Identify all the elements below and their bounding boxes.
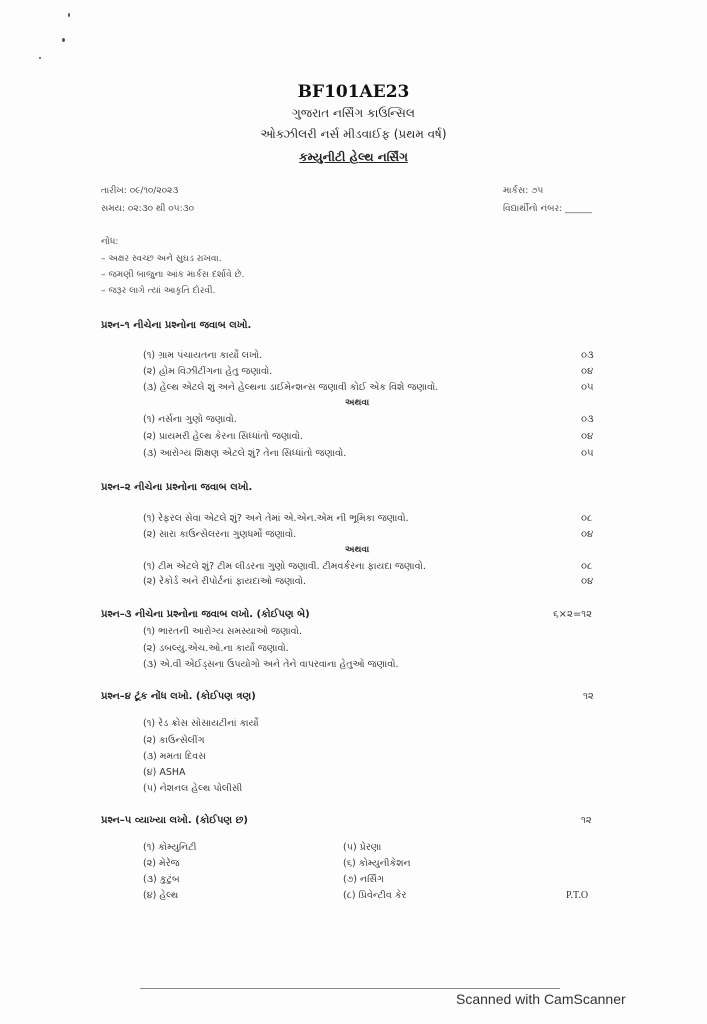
q1-item: (૨) પ્રાયમરી હેલ્થ કેરના સિધ્ધાંતો જણાવો.: [143, 431, 303, 442]
bottom-rule: [140, 988, 560, 989]
q2-item-marks: ૦૮: [581, 513, 593, 524]
q2-item: (૧) ટીમ એટલે શું? ટીમ લીડરના ગુણો જણાવી. ટીમવર્કરના ફાયદા જણાવો.: [143, 561, 426, 572]
q2-title: પ્રશ્ન–૨ નીચેના પ્રશ્નોના જવાબ લખો.: [101, 482, 253, 493]
q1-item: (૨) હોમ વિઝીટીંગના હેતુ જણાવો.: [143, 366, 273, 377]
note-item: – જરૂર લાગે ત્યાં આકૃતિ દોરવી.: [101, 286, 216, 296]
q5-term-right: (૭) નર્સિંગ: [343, 874, 384, 885]
q5-term-left: (૪) હેલ્થ: [143, 890, 179, 901]
q1-item: (૧) નર્સના ગુણો જણાવો.: [143, 414, 237, 425]
scan-speck: [68, 13, 70, 17]
q3-item: (૧) ભારતની આરોગ્ય સમસ્યાઓ જણાવો.: [143, 626, 302, 637]
q2-item-marks: ૦૪: [581, 576, 594, 587]
total-marks: માર્કસ: ૭૫: [503, 186, 544, 196]
q4-item: (૪) ASHA: [143, 767, 186, 778]
q1-title: પ્રશ્ન–૧ નીચેના પ્રશ્નોના જવાબ લખો.: [101, 320, 252, 331]
q5-term-left: (૩) કુટુંબ: [143, 874, 180, 885]
q1-item-marks: ૦૪: [581, 431, 594, 442]
q2-item: (૧) રેફરલ સેવા એટલે શું? અને તેમાં એ.એન.એમ ની ભૂમિકા જણાવો.: [143, 513, 409, 524]
q1-item-marks: ૦૩: [581, 350, 594, 361]
q2-item: (૨) સારા કાઉન્સેલરના ગુણધર્મો જણાવો.: [143, 529, 297, 540]
q5-term-left: (૧) કોમ્યુનિટી: [143, 842, 197, 853]
student-number: વિદ્યાર્થીનો નંબર: ______: [503, 204, 592, 214]
q5-term-left: (૨) મેરેજ: [143, 858, 180, 869]
q1-item: (૩) આરોગ્ય શિક્ષણ એટલે શું? તેના સિધ્ધાંતો જણાવો.: [143, 448, 347, 459]
q4-item: (૩) મમતા દિવસ: [143, 751, 206, 762]
q2-item-marks: ૦૪: [581, 529, 594, 540]
q2-or: અથવા: [345, 545, 370, 555]
q2-item-marks: ૦૮: [581, 561, 593, 572]
q2-item: (૨) રેકોર્ડ અને રીપોર્ટનાં ફાયદાઓ જણાવો.: [143, 576, 307, 587]
q4-marks: ૧૨: [583, 691, 594, 702]
q5-term-right: (૫) પ્રેરણા: [343, 842, 382, 853]
exam-time: સમય: ૦૨:૩૦ થી ૦૫:૩૦: [101, 204, 195, 214]
paper-code: BF101AE23: [297, 82, 410, 102]
notes-title: નોંધ:: [101, 237, 119, 247]
exam-date: તારીખ: ૦૯/૧૦/૨૦૨૩: [101, 186, 179, 196]
q3-title: પ્રશ્ન–૩ નીચેના પ્રશ્નોના જવાબ લખો. (કોઈપણ બે): [101, 609, 310, 620]
council-name: ગુજરાત નર્સિંગ કાઉન્સિલ: [292, 106, 415, 120]
q1-item-marks: ૦૫: [581, 448, 594, 459]
pto-label: P.T.O: [566, 890, 589, 901]
q3-item: (૨) ડબલ્યુ.એચ.ઓ.ના કાર્યો જણાવો.: [143, 643, 289, 654]
q1-item: (૩) હેલ્થ એટલે શું અને હેલ્થના ડાઈમેન્શન્સ જણાવી કોઈ એક વિશે જણાવો.: [143, 382, 439, 393]
q4-item: (૨) કાઉન્સેલીંગ: [143, 735, 205, 746]
q1-item-marks: ૦૫: [581, 382, 594, 393]
q1-item-marks: ૦૪: [581, 366, 594, 377]
q3-marks: ૬×૨=૧૨: [553, 609, 592, 620]
q1-item-marks: ૦૩: [581, 414, 594, 425]
q5-term-right: (૮) પ્રિવેન્ટીવ કેર: [343, 890, 407, 901]
q5-title: પ્રશ્ન–૫ વ્યાખ્યા લખો. (કોઈપણ છ): [101, 815, 248, 826]
subject-title: કમ્યુનીટી હેલ્થ નર્સિંગ: [299, 150, 408, 164]
q5-marks: ૧૨: [581, 815, 592, 826]
q4-item: (૫) નેશનલ હેલ્થ પોલીસી: [143, 783, 243, 794]
camscanner-watermark: Scanned with CamScanner: [456, 991, 626, 1007]
note-item: – અક્ષર સ્વચ્છ અને સુઘડ રાખવા.: [101, 254, 222, 264]
q1-item: (૧) ગ્રામ પંચાયતના કાર્યો લખો.: [143, 350, 263, 361]
q1-or: અથવા: [345, 398, 370, 408]
q5-term-right: (૬) કોમ્યુનીકેશન: [343, 858, 411, 869]
scan-speck: [39, 57, 41, 59]
q4-item: (૧) રેડ ક્રોસ સોસાયટીનાં કાર્યો: [143, 718, 259, 729]
q3-item: (૩) એ.વી એઈડ્સના ઉપયોગો અને તેને વાપરવાના હેતુઓ જણાવો.: [143, 659, 399, 670]
note-item: – જમણી બાજુના આંક માર્કસ દર્શાવે છે.: [101, 270, 245, 280]
q4-title: પ્રશ્ન–૪ ટૂંક નોંધ લખો. (કોઈપણ ત્રણ): [101, 691, 256, 702]
course-name: ઓક્ઝીલરી નર્સ મીડવાઈફ (પ્રથમ વર્ષ): [260, 127, 447, 141]
scan-speck: [62, 38, 65, 42]
